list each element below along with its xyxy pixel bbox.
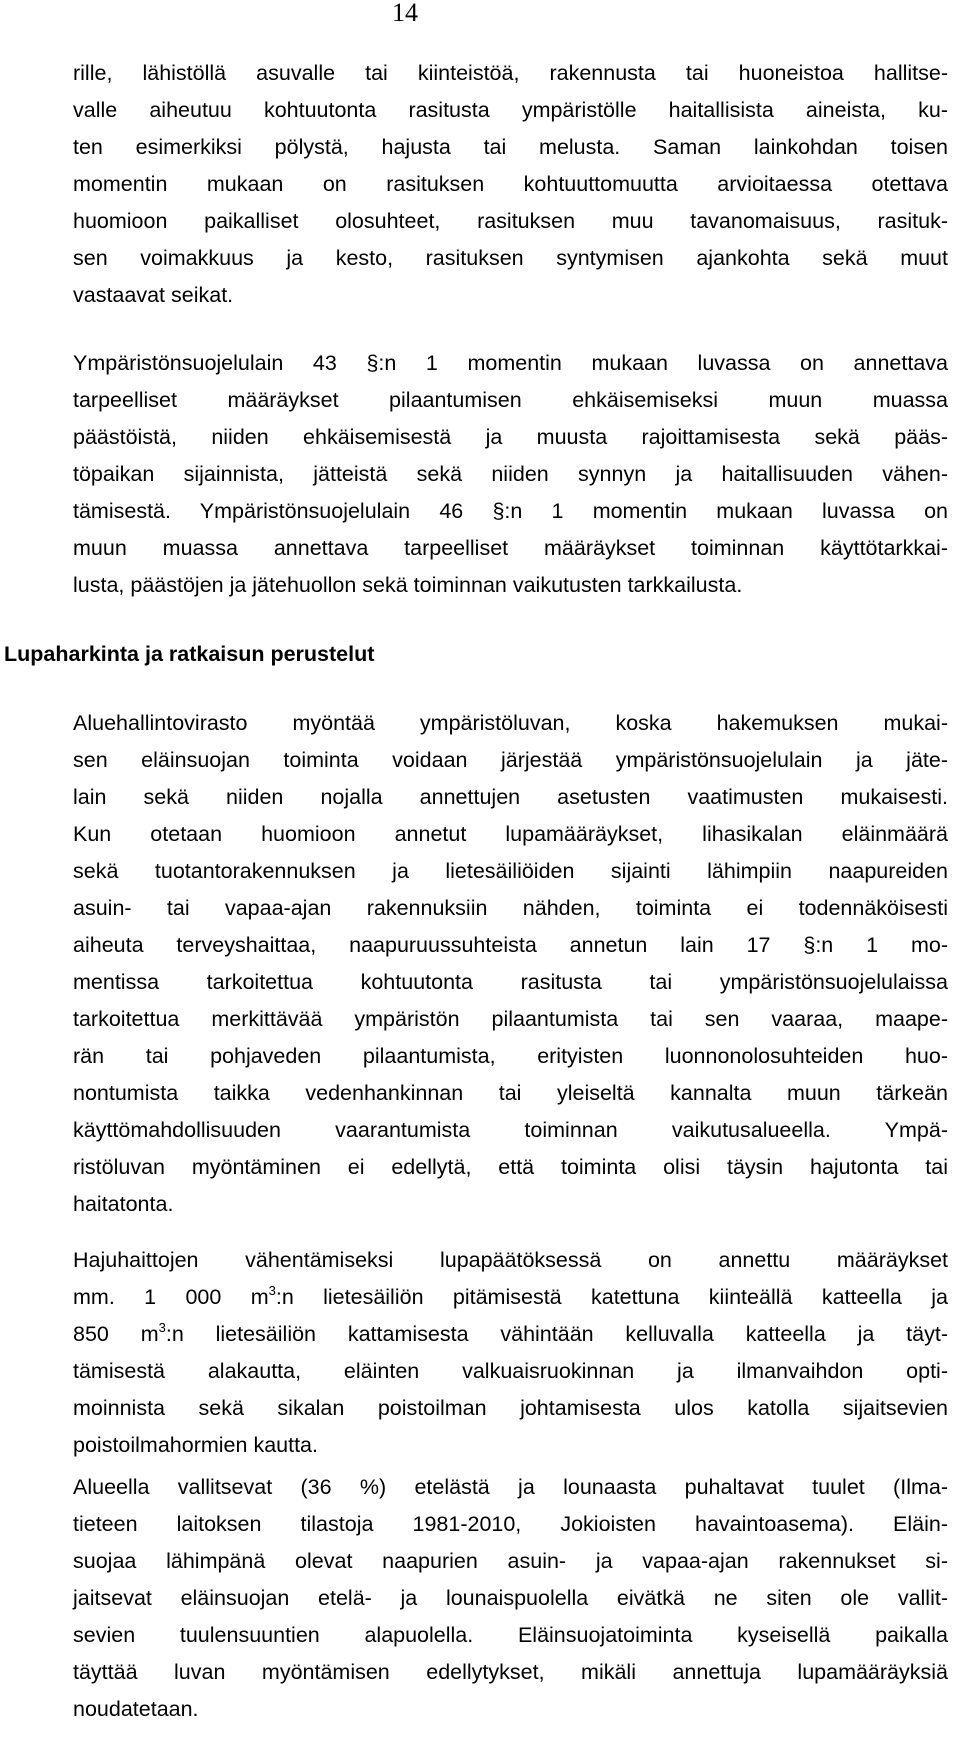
text-line: tieteen laitoksen tilastoja 1981-2010, Jokioisten havaintoasema). Eläin- [73, 1512, 948, 1536]
paragraph-2 [73, 345, 948, 604]
text-line-with-superscript [73, 1279, 948, 1316]
text-line: tarkoitettua merkittävää ympäristön pilaantumista tai sen vaaraa, maape- [73, 1007, 948, 1031]
text-line: nontumista taikka vedenhankinnan tai yleiseltä kannalta muun tärkeän [73, 1081, 948, 1105]
text-line: sevien tuulensuuntien alapuolella. Eläinsuojatoiminta kyseisellä paikalla [73, 1623, 948, 1647]
text-line: poistoilmahormien kautta. [73, 1433, 318, 1457]
text-line: muun muassa annettava tarpeelliset määräykset toiminnan käyttötarkkai- [73, 536, 948, 560]
superscript: 3 [268, 1283, 276, 1298]
text-line: aiheuta terveyshaittaa, naapuruussuhteista annetun lain 17 §:n 1 mo- [73, 933, 948, 957]
section-heading: Lupaharkinta ja ratkaisun perustelut [4, 642, 375, 666]
text-line: haitatonta. [73, 1192, 174, 1216]
text-line: tarpeelliset määräykset pilaantumisen ehkäisemiseksi muun muassa [73, 388, 948, 412]
text-line: töpaikan sijainnista, jätteistä sekä niiden synnyn ja haitallisuuden vähen- [73, 462, 948, 486]
text-fragment: :n lietesäiliön kattamisesta vähintään kelluvalla katteella ja täyt- [165, 1322, 948, 1346]
text-line: Alueella vallitsevat (36 %) etelästä ja lounaasta puhaltavat tuulet (Ilma- [73, 1475, 948, 1499]
text-line: päästöistä, niiden ehkäisemisestä ja muusta rajoittamisesta sekä pääs- [73, 425, 948, 449]
text-line: sekä tuotantorakennuksen ja lietesäiliöiden sijainti lähimpiin naapureiden [73, 859, 948, 883]
text-line-with-superscript [73, 1316, 948, 1353]
text-line: momentin mukaan on rasituksen kohtuuttomuutta arvioitaessa otettava [73, 172, 948, 196]
text-line: Hajuhaittojen vähentämiseksi lupapäätöksessä on annettu määräykset [73, 1248, 948, 1272]
text-line: tämisestä alakautta, eläinten valkuaisruokinnan ja ilmanvaihdon opti- [73, 1359, 948, 1383]
text-line: tämisestä. Ympäristönsuojelulain 46 §:n 1 momentin mukaan luvassa on [73, 499, 948, 523]
section-paragraph-2 [73, 1242, 948, 1464]
paragraph-1 [73, 55, 948, 314]
section-paragraph-3 [73, 1469, 948, 1728]
text-line: suojaa lähimpänä olevat naapurien asuin- ja vapaa-ajan rakennukset si- [73, 1549, 948, 1573]
text-line: asuin- tai vapaa-ajan rakennuksiin nähden, toiminta ei todennäköisesti [73, 896, 948, 920]
text-line: mentissa tarkoitettua kohtuutonta rasitusta tai ympäristönsuojelulaissa [73, 970, 948, 994]
text-fragment: :n lietesäiliön pitämisestä katettuna kiinteällä katteella ja [275, 1285, 948, 1309]
text-line: rille, lähistöllä asuvalle tai kiinteistöä, rakennusta tai huoneistoa hallitse- [73, 61, 948, 85]
text-line: noudatetaan. [73, 1697, 199, 1721]
text-line: täyttää luvan myöntämisen edellytykset, mikäli annettuja lupamääräyksiä [73, 1660, 948, 1684]
superscript: 3 [158, 1320, 166, 1335]
text-line: vastaavat seikat. [73, 283, 234, 307]
text-line: ristöluvan myöntäminen ei edellytä, että toiminta olisi täysin hajutonta tai [73, 1155, 948, 1179]
section-paragraph-1 [73, 705, 948, 1223]
text-fragment: mm. 1 000 m [73, 1285, 269, 1309]
text-line: moinnista sekä sikalan poistoilman johtamisesta ulos katolla sijaitsevien [73, 1396, 948, 1420]
text-line: sen eläinsuojan toiminta voidaan järjestää ympäristönsuojelulain ja jäte- [73, 748, 948, 772]
text-line: valle aiheutuu kohtuutonta rasitusta ympäristölle haitallisista aineista, ku- [73, 98, 948, 122]
page-number: 14 [392, 0, 418, 27]
text-line: rän tai pohjaveden pilaantumista, erityisten luonnonolosuhteiden huo- [73, 1044, 948, 1068]
text-line: huomioon paikalliset olosuhteet, rasituksen muu tavanomaisuus, rasituk- [73, 209, 948, 233]
text-line: sen voimakkuus ja kesto, rasituksen syntymisen ajankohta sekä muut [73, 246, 948, 270]
text-line: jaitsevat eläinsuojan etelä- ja lounaispuolella eivätkä ne siten ole vallit- [73, 1586, 948, 1610]
text-fragment: 850 m [73, 1322, 159, 1346]
text-line: Kun otetaan huomioon annetut lupamääräykset, lihasikalan eläinmäärä [73, 822, 948, 846]
text-line: Ympäristönsuojelulain 43 §:n 1 momentin mukaan luvassa on annettava [73, 351, 948, 375]
text-line: ten esimerkiksi pölystä, hajusta tai melusta. Saman lainkohdan toisen [73, 135, 948, 159]
text-line: lusta, päästöjen ja jätehuollon sekä toiminnan vaikutusten tarkkailusta. [73, 573, 743, 597]
text-line: käyttömahdollisuuden vaarantumista toiminnan vaikutusalueella. Ympä- [73, 1118, 948, 1142]
text-line: Aluehallintovirasto myöntää ympäristöluvan, koska hakemuksen mukai- [73, 711, 948, 735]
text-line: lain sekä niiden nojalla annettujen asetusten vaatimusten mukaisesti. [73, 785, 948, 809]
